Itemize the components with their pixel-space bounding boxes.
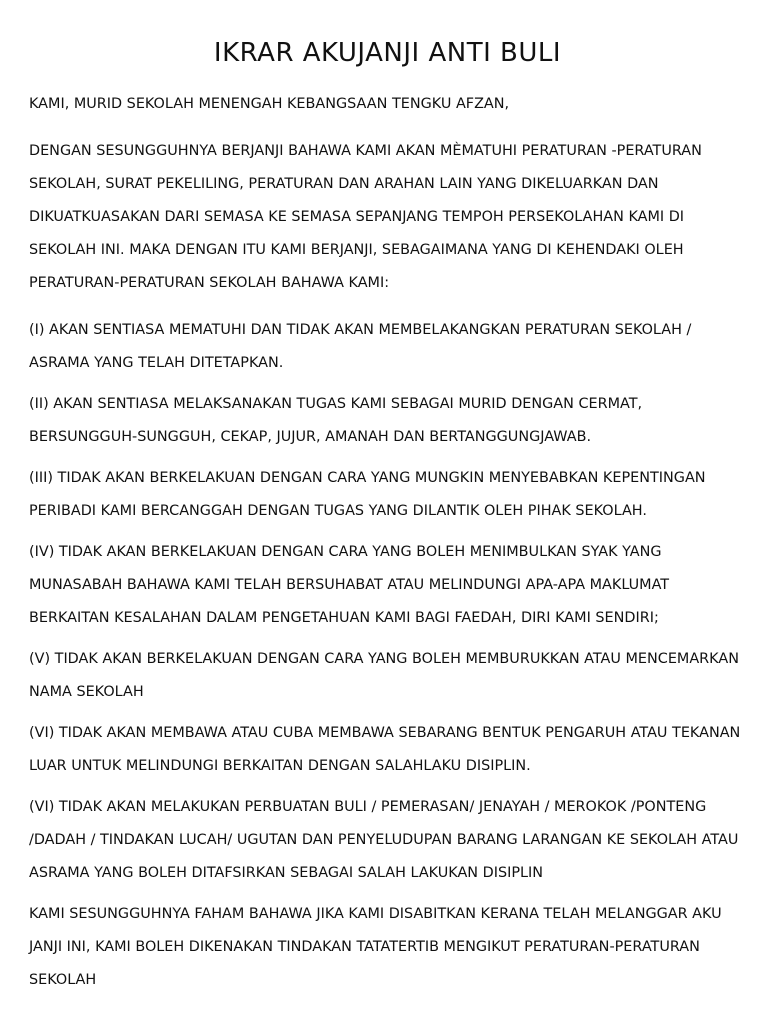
pledge-item-5: (V) TIDAK AKAN BERKELAKUAN DENGAN CARA YANG BOLEH MEMBURUKKAN ATAU MENCEMARKAN NAMA SEKOLAH bbox=[29, 651, 739, 700]
pledge-item-4: (IV) TIDAK AKAN BERKELAKUAN DENGAN CARA YANG BOLEH MENIMBULKAN SYAK YANG MUNASABAH BAHAWA KAMI TELAH BERSUHABAT ATAU MELINDUNGI APA-APA MAKLUMAT BERKAITAN KESALAHAN DALAM PENGETAHUAN KAMI BAGI FAEDAH, DIRI KAMI SENDIRI; bbox=[29, 544, 670, 626]
intro-paragraph: KAMI, MURID SEKOLAH MENENGAH KEBANGSAAN TENGKU AFZAN, bbox=[29, 96, 510, 112]
pledge-item-2: (II) AKAN SENTIASA MELAKSANAKAN TUGAS KAMI SEBAGAI MURID DENGAN CERMAT, BERSUNGGUH-SUNGGUH, CEKAP, JUJUR, AMANAH DAN BERTANGGUNGJAWAB. bbox=[29, 396, 643, 445]
document-title: IKRAR AKUJANJI ANTI BULI bbox=[213, 38, 562, 68]
pledge-paragraph: DENGAN SESUNGGUHNYA BERJANJI BAHAWA KAMI AKAN MÈMATUHI PERATURAN -PERATURAN SEKOLAH, SURAT PEKELILING, PERATURAN DAN ARAHAN LAIN YANG DIKELUARKAN DAN DIKUATKUASAKAN DARI SEMASA KE SEMASA SEPANJANG TEMPOH PERSEKOLAHAN KAMI DI SEKOLAH INI. MAKA DENGAN ITU KAMI BERJANJI, SEBAGAIMANA YANG DI KEHENDAKI OLEH PERATURAN-PERATURAN SEKOLAH BAHAWA KAMI: bbox=[29, 143, 702, 291]
pledge-item-6: (VI) TIDAK AKAN MEMBAWA ATAU CUBA MEMBAWA SEBARANG BENTUK PENGARUH ATAU TEKANAN LUAR UNTUK MELINDUNGI BERKAITAN DENGAN SALAHLAKU DISIPLIN. bbox=[29, 725, 741, 774]
pledge-item-3: (III) TIDAK AKAN BERKELAKUAN DENGAN CARA YANG MUNGKIN MENYEBABKAN KEPENTINGAN PERIBADI KAMI BERCANGGAH DENGAN TUGAS YANG DILANTIK OLEH PIHAK SEKOLAH. bbox=[29, 470, 706, 519]
pledge-item-1: (I) AKAN SENTIASA MEMATUHI DAN TIDAK AKAN MEMBELAKANGKAN PERATURAN SEKOLAH / ASRAMA YANG TELAH DITETAPKAN. bbox=[29, 322, 692, 371]
closing-paragraph: KAMI SESUNGGUHNYA FAHAM BAHAWA JIKA KAMI DISABITKAN KERANA TELAH MELANGGAR AKU JANJI INI, KAMI BOLEH DIKENAKAN TINDAKAN TATATERTIB MENGIKUT PERATURAN-PERATURAN SEKOLAH bbox=[29, 906, 722, 988]
pledge-item-7: (VI) TIDAK AKAN MELAKUKAN PERBUATAN BULI / PEMERASAN/ JENAYAH / MEROKOK /PONTENG /DADAH / TINDAKAN LUCAH/ UGUTAN DAN PENYELUDUPAN BARANG LARANGAN KE SEKOLAH ATAU ASRAMA YANG BOLEH DITAFSIRKAN SEBAGAI SALAH LAKUKAN DISIPLIN bbox=[29, 799, 739, 881]
